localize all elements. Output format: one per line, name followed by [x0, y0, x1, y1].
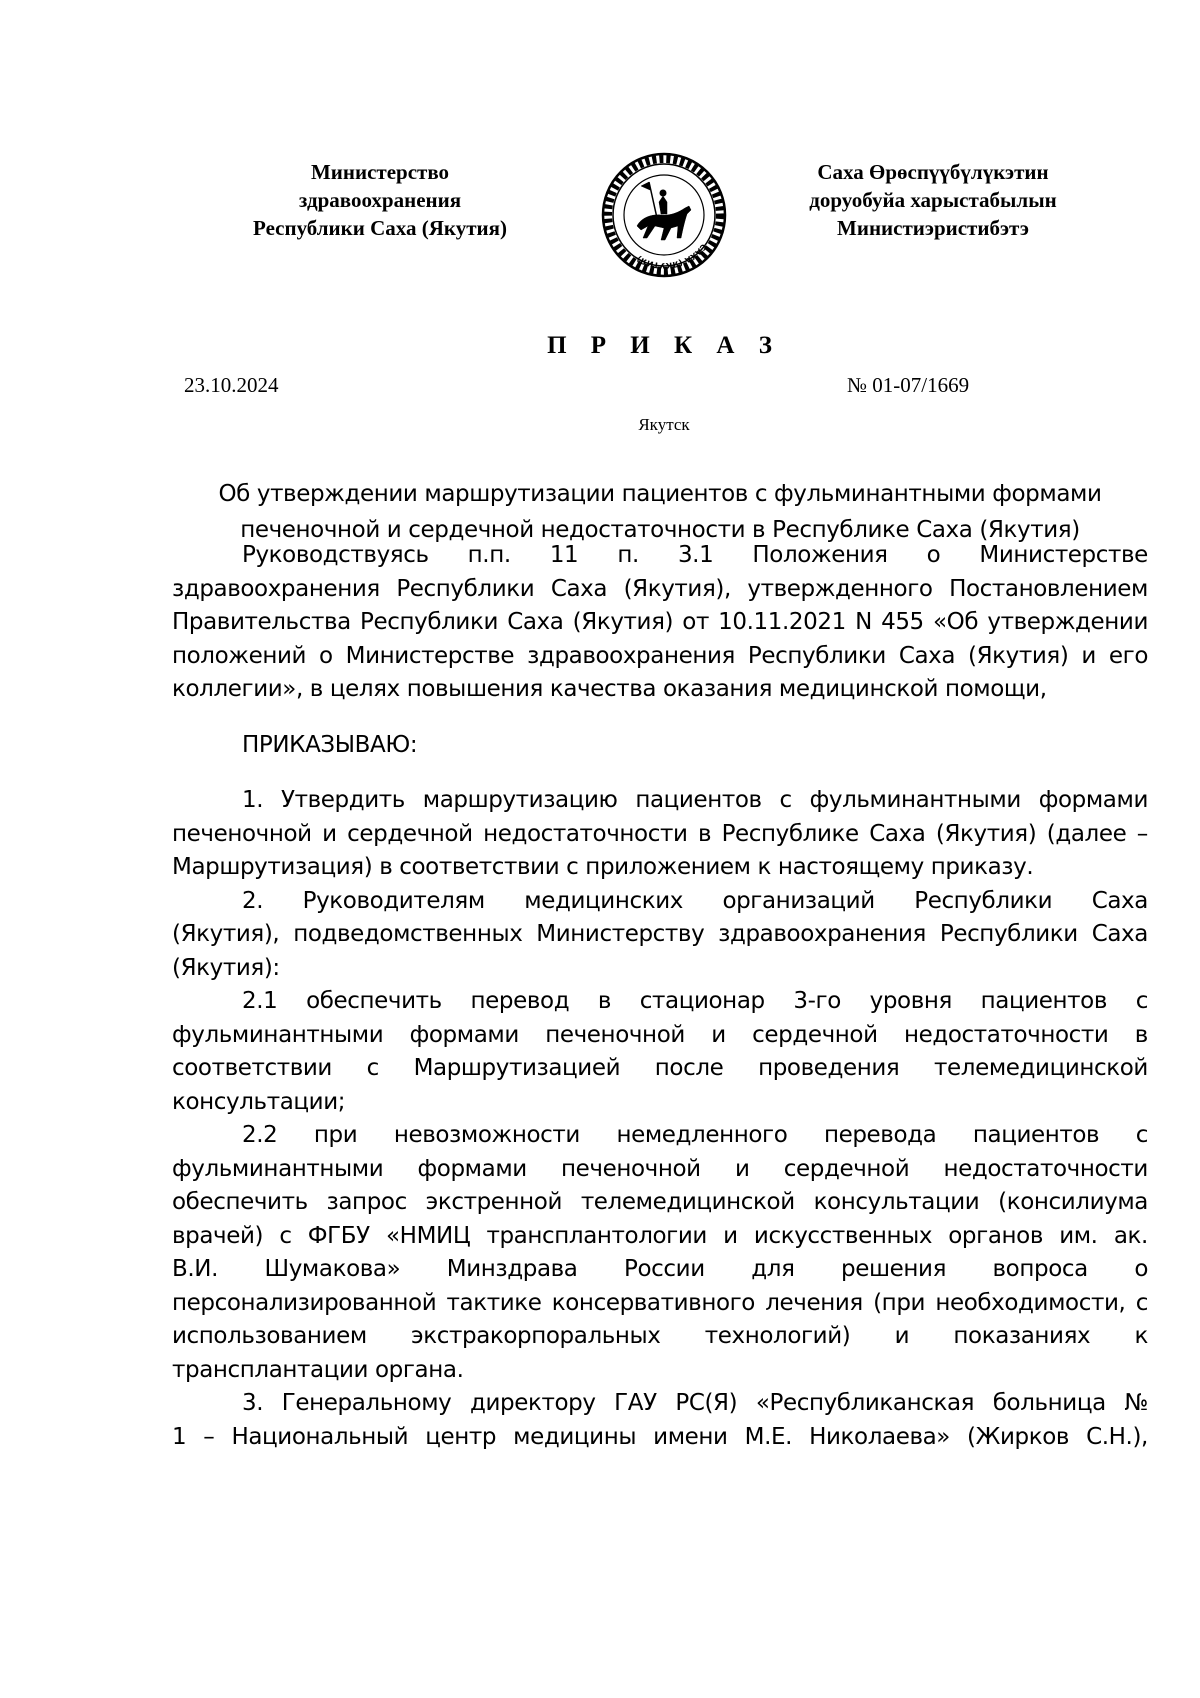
body-line: 2.2 при невозможности немедленного перевода пациентов с [242, 1122, 1148, 1148]
body-line: трансплантации органа. [172, 1356, 464, 1383]
body-line: печеночной и сердечной недостаточности в Республике Саха (Якутия) (далее – [172, 820, 1148, 847]
body-line: Правительства Республики Саха (Якутия) от 10.11.2021 N 455 «Об утверждении [172, 609, 1148, 635]
body-line: 3. Генеральному директору ГАУ РС(Я) «Республиканская больница № [242, 1390, 1148, 1416]
ministry-name-yakut [738, 158, 1128, 242]
body-line: коллегии», в целях повышения качества оказания медицинской помощи, [172, 676, 1047, 702]
body-line: фульминантными формами печеночной и сердечной недостаточности [172, 1155, 1148, 1182]
body-line: (Якутия): [172, 954, 280, 981]
body-line: 1 – Национальный центр медицины имени М.Е. Николаева» (Жирков С.Н.), [172, 1423, 1148, 1450]
body-line: (Якутия), подведомственных Министерству здравоохранения Республики Саха [172, 921, 1148, 947]
order-subject [172, 476, 1148, 548]
ministry-name-line: Республики Саха (Якутия) [253, 216, 507, 240]
body-line: ПРИКАЗЫВАЮ: [242, 731, 418, 758]
subject-line: Об утверждении маршрутизации пациентов с фульминантными формами [218, 481, 1102, 507]
body-line: 1. Утвердить маршрутизацию пациентов с фульминантными формами [242, 787, 1148, 813]
body-line: консультации; [172, 1088, 346, 1115]
body-line: фульминантными формами печеночной и сердечной недостаточности в [172, 1021, 1148, 1048]
body-line: персонализированной тактике консервативного лечения (при необходимости, с [172, 1289, 1148, 1316]
body-line: соответствии с Маршрутизацией после проведения телемедицинской [172, 1055, 1148, 1081]
order-city: Якутск [638, 415, 690, 434]
body-line: Руководствуясь п.п. 11 п. 3.1 Положения о Министерстве [242, 542, 1148, 568]
ministry-name-line: Министиэристибэтэ [837, 216, 1029, 240]
order-number: № 01-07/1669 [847, 373, 970, 397]
body-line: врачей) с ФГБУ «НМИЦ трансплантологии и искусственных органов им. ак. [172, 1222, 1148, 1249]
body-line: здравоохранения Республики Саха (Якутия), утвержденного Постановлением [172, 575, 1148, 602]
subject-line: печеночной и сердечной недостаточности в Республике Саха (Якутия) [240, 517, 1080, 543]
body-line: 2. Руководителям медицинских организаций Республики Саха [242, 887, 1148, 914]
document-title: П Р И К А З [547, 332, 781, 359]
ministry-name-russian [200, 158, 560, 242]
republic-emblem-icon [601, 152, 727, 278]
ministry-name-line: здравоохранения [298, 188, 462, 212]
body-line: 2.1 обеспечить перевод в стационар 3-го уровня пациентов с [242, 988, 1148, 1014]
body-line: обеспечить запрос экстренной телемедицинской консультации (консилиума [172, 1189, 1148, 1215]
ministry-name-line: Саха Өрөспүүбүлүкэтин [817, 160, 1049, 184]
body-line: Маршрутизация) в соответствии с приложением к настоящему приказу. [172, 854, 1034, 880]
body-line: использованием экстракорпоральных технологий) и показаниях к [172, 1323, 1148, 1349]
ministry-name-line: Министерство [310, 160, 450, 184]
body-line: В.И. Шумакова» Минздрава России для решения вопроса о [172, 1256, 1148, 1282]
emblem-ring-text: САХА (ЯКУТИЯ) [635, 241, 709, 271]
ministry-name-line: доруобуйа харыстабылын [809, 188, 1057, 212]
order-date: 23.10.2024 [184, 373, 279, 397]
body-line: положений о Министерстве здравоохранения Республики Саха (Якутия) и его [172, 642, 1148, 669]
